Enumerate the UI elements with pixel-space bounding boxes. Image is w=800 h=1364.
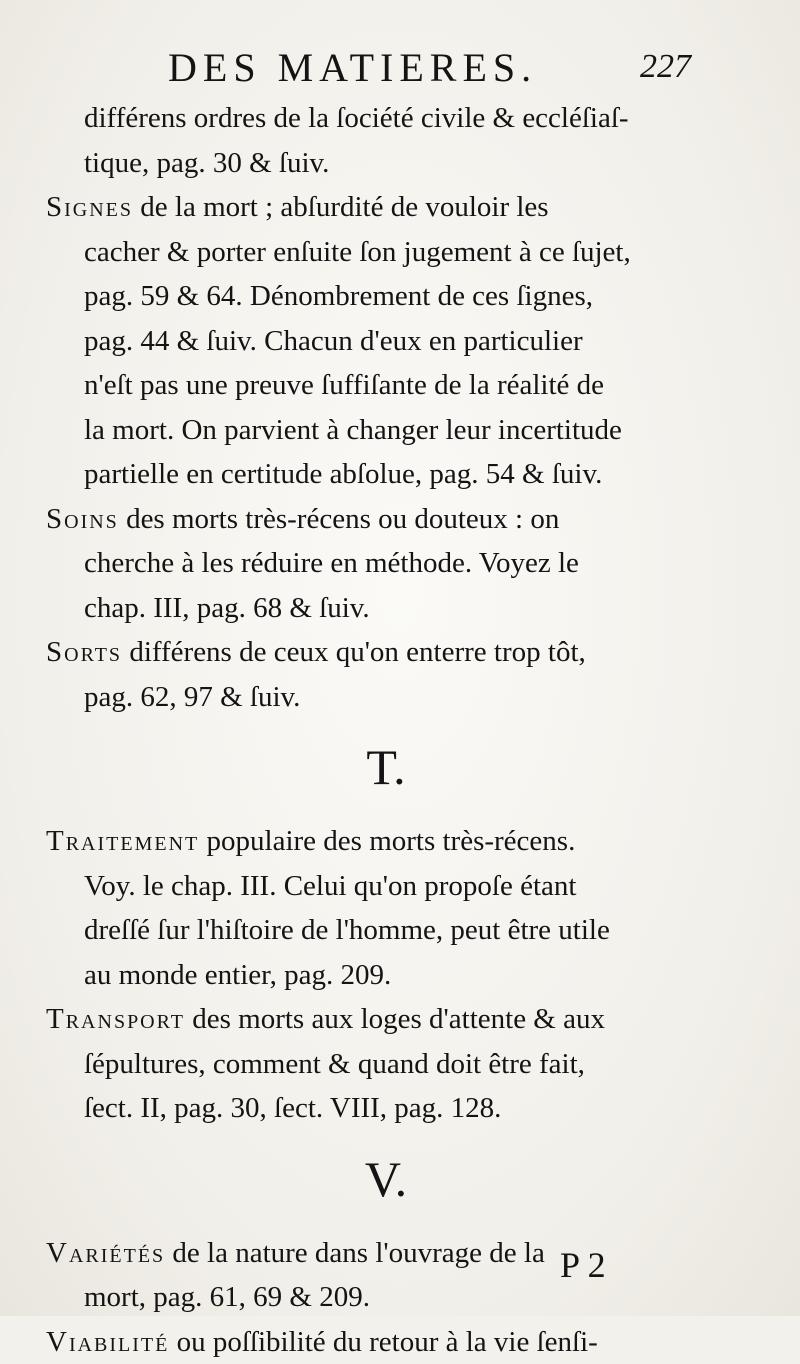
- entry-line: chap. III, pag. 68 & ſuiv.: [46, 586, 726, 631]
- entry-line: ſépultures, comment & quand doit être fait,: [46, 1042, 726, 1087]
- entry-text: différens de ceux qu'on enterre trop tôt,: [122, 636, 586, 668]
- entry-term: Traitement: [46, 825, 199, 857]
- index-entry: [46, 185, 726, 497]
- entry-line: dreſſé ſur l'hiſtoire de l'homme, peut être utile: [46, 908, 726, 953]
- entry-line: tique, pag. 30 & ſuiv.: [46, 141, 726, 186]
- running-title: DES MATIERES.: [168, 44, 537, 91]
- entry-line: pag. 44 & ſuiv. Chacun d'eux en particulier: [46, 319, 726, 364]
- index-entry: [46, 997, 726, 1131]
- index-entry: [46, 1231, 726, 1320]
- entry-term: Sorts: [46, 636, 122, 668]
- index-entry: [46, 497, 726, 631]
- entry-line: cherche à les réduire en méthode. Voyez le: [46, 541, 726, 586]
- entry-term: Variétés: [46, 1237, 165, 1269]
- entry-line: partielle en certitude abſolue, pag. 54 & ſuiv.: [46, 452, 726, 497]
- index-entry: [46, 630, 726, 719]
- index-entry: [46, 819, 726, 997]
- entry-line: [46, 997, 726, 1042]
- entry-line: [46, 1320, 726, 1364]
- entry-line: la mort. On parvient à changer leur incertitude: [46, 408, 726, 453]
- entry-term: Viabilité: [46, 1326, 169, 1358]
- entry-line: Voy. le chap. III. Celui qu'on propoſe étant: [46, 864, 726, 909]
- entry-line: cacher & porter enſuite ſon jugement à ce ſujet,: [46, 230, 726, 275]
- section-letter: V.: [46, 1149, 726, 1209]
- entry-line: [46, 1231, 726, 1276]
- entry-term: Signes: [46, 191, 133, 223]
- signature-mark: P 2: [560, 1244, 606, 1286]
- entry-line: [46, 630, 726, 675]
- entry-term: Transport: [46, 1003, 185, 1035]
- entry-line: différens ordres de la ſociété civile & eccléſiaſ-: [46, 96, 726, 141]
- entry-line: au monde entier, pag. 209.: [46, 953, 726, 998]
- page-number: 227: [640, 48, 691, 86]
- entry-text: de la nature dans l'ouvrage de la: [165, 1237, 545, 1269]
- entry-line: mort, pag. 61, 69 & 209.: [46, 1275, 726, 1320]
- page-header: [0, 44, 800, 104]
- index-entry: [46, 1320, 726, 1364]
- entry-line: pag. 59 & 64. Dénombrement de ces ſignes,: [46, 274, 726, 319]
- entry-line: n'eſt pas une preuve ſuffiſante de la réalité de: [46, 363, 726, 408]
- entry-line: pag. 62, 97 & ſuiv.: [46, 675, 726, 720]
- entry-line: [46, 185, 726, 230]
- entry-line: [46, 819, 726, 864]
- entry-text: des morts aux loges d'attente & aux: [185, 1003, 605, 1035]
- entry-text: ou poſſibilité du retour à la vie ſenſi-: [169, 1326, 597, 1358]
- section-letter: T.: [46, 737, 726, 797]
- entry-text: populaire des morts très-récens.: [199, 825, 575, 857]
- entry-text: des morts très-récens ou douteux : on: [119, 503, 560, 535]
- entry-text: de la mort ; abſurdité de vouloir les: [133, 191, 549, 223]
- index-entry: [46, 96, 726, 185]
- entry-term: Soins: [46, 503, 119, 535]
- entry-line: ſect. II, pag. 30, ſect. VIII, pag. 128.: [46, 1086, 726, 1131]
- entry-line: [46, 497, 726, 542]
- index-entries: [46, 96, 726, 1364]
